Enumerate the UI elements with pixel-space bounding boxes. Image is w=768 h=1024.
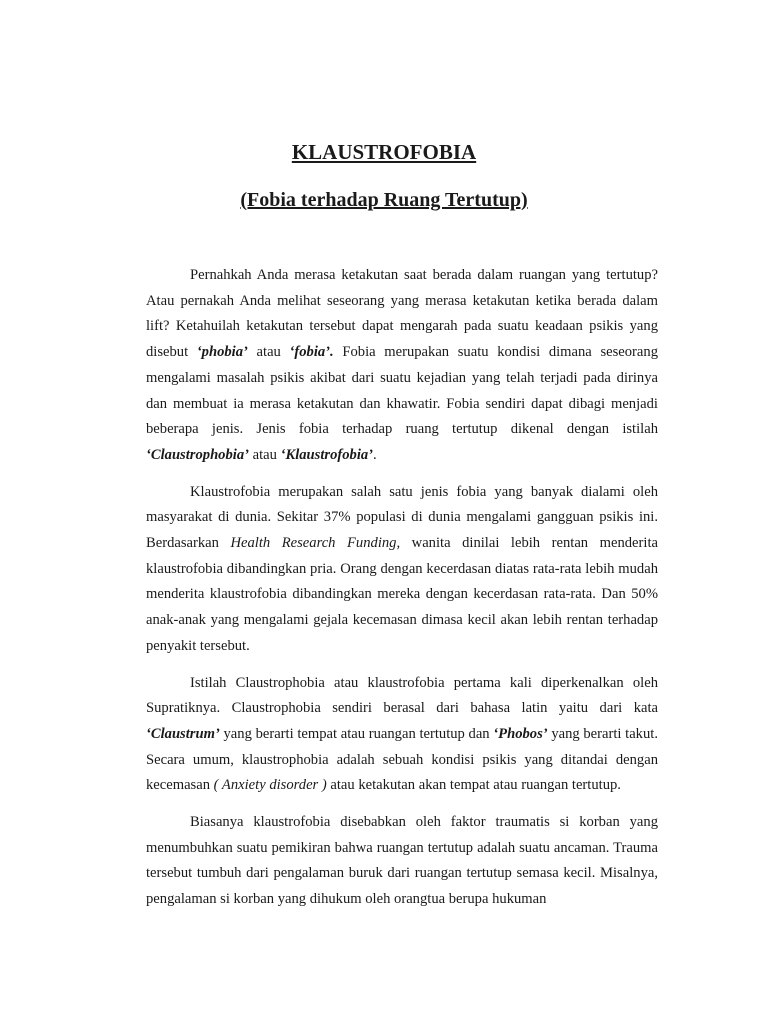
text-run: Istilah Claustrophobia atau klaustrofobia pertama kali diperkenalkan oleh Supratiknya. Claustrophobia sendiri berasal dari bahasa latin yaitu dari kata xyxy=(146,674,658,717)
emphasis-run: ‘Claustrum’ xyxy=(146,725,220,742)
text-run: Klaustrofobia merupakan salah satu jenis fobia yang banyak dialami oleh masyarakat di dunia. Sekitar 37% populasi di dunia mengalami gangguan psikis ini. Berdasarkan xyxy=(146,483,658,552)
emphasis-run: ‘fobia’. xyxy=(289,344,334,361)
document-body xyxy=(146,263,658,924)
document-title: KLAUSTROFOBIA xyxy=(291,140,477,164)
paragraph xyxy=(146,671,658,800)
text-run: yang berarti tempat atau ruangan tertutup dan xyxy=(219,725,494,742)
text-run: wanita dinilai lebih rentan menderita klaustrofobia dibandingkan pria. Orang dengan kecerdasan diatas rata-rata lebih mudah menderita klaustrofobia dibandingkan mereka dengan kecerdasan rata-rata. Dan 50% anak-anak yang mengalami gejala kecemasan dimasa kecil akan lebih rentan terhadap penyakit tersebut. xyxy=(146,535,658,654)
text-run: yang berarti takut. Secara umum, klaustrophobia adalah sebuah kondisi psikis yang ditandai dengan kecemasan xyxy=(146,725,658,794)
emphasis-run: ‘Claustrophobia’ xyxy=(146,446,249,463)
paragraph xyxy=(146,810,658,913)
text-run: atau xyxy=(249,446,281,463)
emphasis-run: ‘phobia’ xyxy=(196,344,248,361)
text-run: . xyxy=(373,446,377,463)
document-subtitle: (Fobia terhadap Ruang Tertutup) xyxy=(240,189,528,211)
text-run: Biasanya klaustrofobia disebabkan oleh faktor traumatis si korban yang menumbuhkan suatu pemikiran bahwa ruangan tertutup adalah suatu ancaman. Trauma tersebut tumbuh dari pengalaman buruk dari ruangan tertutup semasa kecil. Misalnya, pengalaman si korban yang dihukum oleh orangtua berupa hukuman xyxy=(146,814,658,908)
text-run: atau ketakutan akan tempat atau ruangan tertutup. xyxy=(326,777,621,794)
emphasis-run: ‘Klaustrofobia’ xyxy=(280,446,374,463)
emphasis-run: ( Anxiety disorder ) xyxy=(213,777,327,794)
paragraph xyxy=(146,480,658,660)
text-run: atau xyxy=(247,344,290,361)
emphasis-run: ‘Phobos’ xyxy=(493,725,548,742)
emphasis-run: Health Research Funding, xyxy=(230,535,401,552)
paragraph xyxy=(146,263,658,469)
text-run: Fobia merupakan suatu kondisi dimana seseorang mengalami masalah psikis akibat dari suatu kejadian yang telah terjadi pada dirinya dan membuat ia merasa ketakutan dan khawatir. Fobia sendiri dapat dibagi menjadi beberapa jenis. Jenis fobia terhadap ruang tertutup dikenal dengan istilah xyxy=(146,344,658,438)
text-run: Pernahkah Anda merasa ketakutan saat berada dalam ruangan yang tertutup? Atau pernakah Anda melihat seseorang yang merasa ketakutan ketika berada dalam lift? Ketahuilah ketakutan tersebut dapat mengarah pada suatu keadaan psikis yang disebut xyxy=(146,267,658,361)
